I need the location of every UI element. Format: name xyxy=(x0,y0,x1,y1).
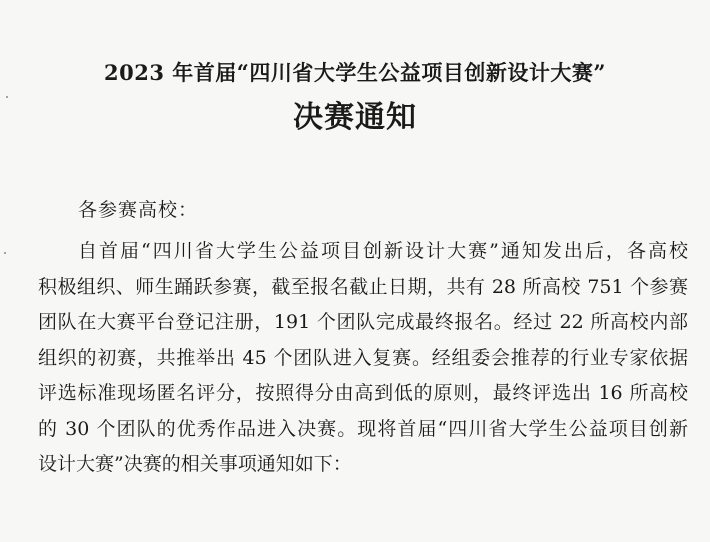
body-line: 设计大赛”决赛的相关事项通知如下： xyxy=(38,453,352,475)
body-line: 的 30 个团队的优秀作品进入决赛。现将首届“四川省大学生公益项目创新 xyxy=(38,417,688,440)
salutation: 各参赛高校： xyxy=(78,199,199,221)
scan-speck xyxy=(4,252,6,254)
body-line: 自首届“四川省大学生公益项目创新设计大赛”通知发出后，各高校 xyxy=(78,240,688,262)
body-line: 团队在大赛平台登记注册，191 个团队完成最终报名。经过 22 所高校内部 xyxy=(38,311,688,333)
body-line: 评选标准现场匿名评分，按照得分由高到低的原则，最终评选出 16 所高校 xyxy=(38,382,688,404)
body-paragraph xyxy=(38,234,688,483)
body-line: 积极组织、师生踊跃参赛，截至报名截止日期，共有 28 所高校 751 个参赛 xyxy=(38,275,688,298)
body-line: 组织的初赛，共推举出 45 个团队进入复赛。经组委会推荐的行业专家依据 xyxy=(38,346,688,369)
document-title: 决赛通知 xyxy=(293,100,417,135)
document-subtitle: 2023 年首届“四川省大学生公益项目创新设计大赛” xyxy=(104,60,606,85)
scan-speck xyxy=(6,96,8,98)
